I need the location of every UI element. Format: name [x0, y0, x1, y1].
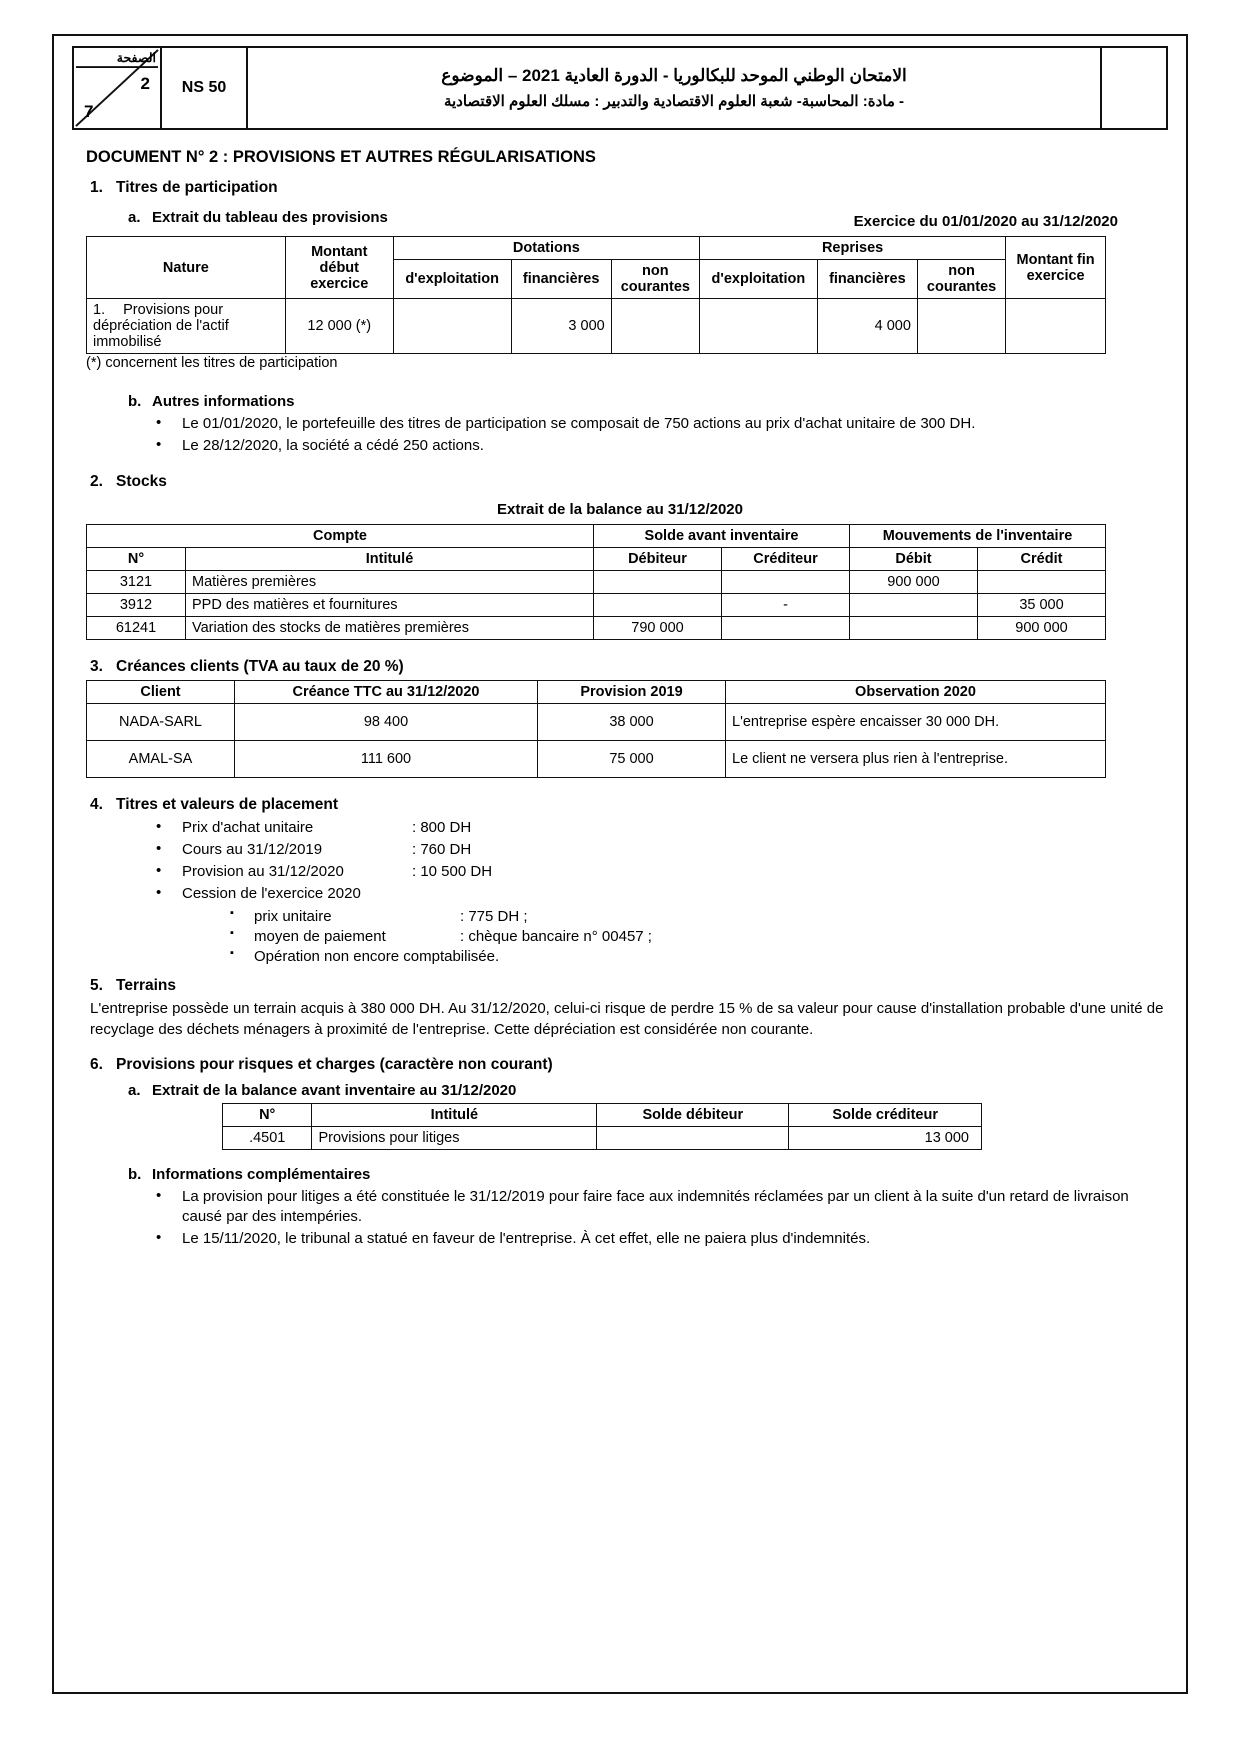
page-number-box — [74, 48, 162, 128]
section-6b-list — [72, 1187, 1168, 1250]
cell-solde-crediteur: 13 000 — [789, 1126, 982, 1149]
cell-creance: 98 400 — [235, 703, 538, 740]
kv-row — [182, 818, 1168, 838]
list-item — [156, 818, 1168, 838]
section-1b-list — [72, 414, 1168, 457]
th-solde-crediteur: Solde créditeur — [789, 1103, 982, 1126]
provisions-table — [86, 236, 1106, 354]
th-client: Client — [87, 680, 235, 703]
cell-intitule: PPD des matières et fournitures — [186, 593, 594, 616]
section-1b-heading — [128, 393, 1168, 410]
section-6a-title: Extrait de la balance avant inventaire au 31/12/2020 — [152, 1081, 517, 1099]
exam-title-line2: - مادة: المحاسبة- شعبة العلوم الاقتصادية والتدبير : مسلك العلوم الاقتصادية — [443, 93, 905, 110]
section-1-number: 1. — [90, 179, 103, 196]
cell-montant-debut: 12 000 (*) — [285, 299, 393, 354]
table-row — [87, 616, 1106, 639]
cell-numero: .4501 — [223, 1126, 312, 1149]
subitem-value: : chèque bancaire n° 00457 ; — [460, 927, 652, 945]
page-header — [72, 46, 1168, 130]
cell-numero: 3912 — [87, 593, 186, 616]
creances-clients-table — [86, 680, 1106, 778]
section-6a-number: a. — [128, 1081, 141, 1099]
table-header-row — [87, 524, 1106, 547]
cell-montant-fin — [1006, 299, 1106, 354]
table-row — [87, 703, 1106, 740]
cell-observation: L'entreprise espère encaisser 30 000 DH. — [726, 703, 1106, 740]
cell-dot-financieres: 3 000 — [511, 299, 611, 354]
table-header-row — [223, 1103, 982, 1126]
header-spacer — [1102, 48, 1166, 128]
section-2-heading — [90, 473, 1168, 491]
exam-page — [52, 34, 1188, 1694]
cell-debit — [850, 593, 978, 616]
row-nature-text: Provisions pour dépréciation de l'actif immobilisé — [93, 302, 229, 350]
table-row — [87, 299, 1106, 354]
cell-credit — [978, 570, 1106, 593]
th-debiteur: Débiteur — [594, 547, 722, 570]
cell-observation: Le client ne versera plus rien à l'entreprise. — [726, 740, 1106, 777]
cell-creance: 111 600 — [235, 740, 538, 777]
table-header-row — [87, 237, 1106, 260]
th-reprises: Reprises — [699, 237, 1005, 260]
kv-row — [182, 862, 1168, 882]
th-montant-fin: Montant fin exercice — [1006, 237, 1106, 299]
cell-dot-exploitation — [393, 299, 511, 354]
cell-numero: 61241 — [87, 616, 186, 639]
subitem-label: ▪ prix unitaire — [254, 907, 332, 925]
section-1a-number: a. — [128, 209, 141, 226]
section-4-number: 4. — [90, 795, 103, 813]
section-1a-row — [72, 201, 1168, 230]
item-label: • Cours au 31/12/2019 — [182, 840, 323, 858]
item-label: • Prix d'achat unitaire — [182, 818, 314, 836]
section-4-list — [72, 818, 1168, 968]
section-5-number: 5. — [90, 977, 103, 995]
balance-extract-subtitle: Extrait de la balance au 31/12/2020 — [497, 500, 743, 518]
th-nature: Nature — [87, 237, 286, 299]
cell-rep-exploitation — [699, 299, 817, 354]
section-6b-number: b. — [128, 1165, 142, 1183]
section-6-number: 6. — [90, 1055, 103, 1073]
th-provision-2019: Provision 2019 — [538, 680, 726, 703]
cell-provision: 38 000 — [538, 703, 726, 740]
list-item — [230, 927, 1168, 947]
cell-intitule: Provisions pour litiges — [312, 1126, 597, 1149]
list-item: • Le 01/01/2020, le portefeuille des titres de participation se composait de 750 actions au prix d'achat unitaire de 300 DH. — [156, 414, 1168, 434]
th-dot-financieres: financières — [511, 260, 611, 299]
cell-debit: 900 000 — [850, 570, 978, 593]
th-solde-debiteur: Solde débiteur — [597, 1103, 789, 1126]
th-crediteur: Créditeur — [722, 547, 850, 570]
kv-row — [182, 840, 1168, 860]
list-item — [230, 907, 1168, 927]
cell-rep-financieres: 4 000 — [817, 299, 917, 354]
cell-debiteur: 790 000 — [594, 616, 722, 639]
th-dot-non-courantes: non courantes — [611, 260, 699, 299]
item-value: : 800 DH — [412, 818, 472, 836]
section-5-heading — [90, 977, 1168, 995]
section-6b-heading — [128, 1166, 1168, 1183]
list-item: • La provision pour litiges a été constituée le 31/12/2019 pour faire face aux indemnités réclamées par un client à la suite d'un retard de livraison causé par des intempéries. — [156, 1187, 1168, 1228]
subitem-label: ▪ moyen de paiement — [254, 927, 386, 945]
kv-row — [254, 927, 1168, 947]
item-label: Cession de l'exercice 2020 — [182, 885, 361, 903]
th-numero: N° — [223, 1103, 312, 1126]
section-1b-title: Autres informations — [152, 393, 295, 410]
risques-balance-table — [222, 1103, 982, 1150]
page-label: الصفحة — [116, 51, 156, 65]
list-item — [156, 840, 1168, 860]
document-title: DOCUMENT N° 2 : PROVISIONS ET AUTRES RÉGULARISATIONS — [86, 148, 596, 166]
page-number-top: 2 — [140, 74, 150, 93]
th-dot-exploitation: d'exploitation — [393, 260, 511, 299]
section-2-number: 2. — [90, 472, 103, 490]
table-row — [87, 570, 1106, 593]
list-item: ▪ Opération non encore comptabilisée. — [230, 947, 1168, 967]
cell-debiteur — [594, 593, 722, 616]
cell-client: NADA-SARL — [87, 703, 235, 740]
cell-solde-debiteur — [597, 1126, 789, 1149]
th-montant-debut: Montant début exercice — [285, 237, 393, 299]
cell-dot-non-courantes — [611, 299, 699, 354]
provisions-table-note: (*) concernent les titres de participation — [86, 355, 338, 371]
th-credit: Crédit — [978, 547, 1106, 570]
table-header-row — [87, 680, 1106, 703]
section-2-title: Stocks — [116, 472, 167, 490]
th-rep-non-courantes: non courantes — [917, 260, 1005, 299]
kv-row — [254, 907, 1168, 927]
cell-credit: 35 000 — [978, 593, 1106, 616]
th-debit: Débit — [850, 547, 978, 570]
th-intitule: Intitulé — [186, 547, 594, 570]
section-1-heading — [90, 179, 1168, 197]
section-4-title: Titres et valeurs de placement — [116, 795, 338, 813]
cell-nature — [87, 299, 286, 354]
th-mouvements: Mouvements de l'inventaire — [850, 524, 1106, 547]
section-1b-number: b. — [128, 393, 142, 410]
section-5-title: Terrains — [116, 977, 177, 995]
table-row — [87, 593, 1106, 616]
exam-code: NS 50 — [162, 48, 248, 128]
subitem-value: : 775 DH ; — [460, 907, 528, 925]
item-label: • Provision au 31/12/2020 — [182, 863, 344, 880]
cell-intitule: Matières premières — [186, 570, 594, 593]
th-rep-financieres: financières — [817, 260, 917, 299]
section-4-sublist — [182, 907, 1168, 968]
th-rep-exploitation: d'exploitation — [699, 260, 817, 299]
section-1-title: Titres de participation — [116, 179, 278, 196]
cell-crediteur — [722, 570, 850, 593]
th-compte: Compte — [87, 524, 594, 547]
item-value: : 10 500 DH — [412, 863, 493, 880]
cell-credit: 900 000 — [978, 616, 1106, 639]
th-observation-2020: Observation 2020 — [726, 680, 1106, 703]
table-subheader-row — [87, 547, 1106, 570]
section-1a-heading — [128, 209, 388, 226]
exam-title-line1: الامتحان الوطني الموحد للبكالوريا - الدورة العادية 2021 – الموضوع — [441, 66, 907, 85]
section-3-number: 3. — [90, 657, 103, 675]
list-item: • Le 28/12/2020, la société a cédé 250 actions. — [156, 436, 1168, 456]
list-item — [156, 884, 1168, 967]
section-5-paragraph: L'entreprise possède un terrain acquis à 380 000 DH. Au 31/12/2020, celui-ci risque de perdre 15 % de sa valeur pour cause d'installation probable d'une unité de recyclage des déchets ménagers à proximité de l'entreprise. Cette dépréciation est considérée non courante. — [90, 1000, 1164, 1038]
item-value: : 760 DH — [412, 840, 472, 858]
th-creance-ttc: Créance TTC au 31/12/2020 — [235, 680, 538, 703]
section-1a-title: Extrait du tableau des provisions — [152, 209, 388, 226]
section-6-title: Provisions pour risques et charges (caractère non courant) — [116, 1055, 553, 1073]
th-solde-avant: Solde avant inventaire — [594, 524, 850, 547]
section-6a-heading — [128, 1082, 1168, 1099]
row-number: 1. — [93, 302, 106, 318]
cell-intitule: Variation des stocks de matières premières — [186, 616, 594, 639]
cell-debit — [850, 616, 978, 639]
list-item — [156, 862, 1168, 882]
cell-provision: 75 000 — [538, 740, 726, 777]
cell-debiteur — [594, 570, 722, 593]
cell-client: AMAL-SA — [87, 740, 235, 777]
th-numero: N° — [87, 547, 186, 570]
section-6b-title: Informations complémentaires — [152, 1165, 371, 1183]
cell-numero: 3121 — [87, 570, 186, 593]
list-item: • Le 15/11/2020, le tribunal a statué en faveur de l'entreprise. À cet effet, elle ne paiera plus d'indemnités. — [156, 1229, 1168, 1249]
cell-rep-non-courantes — [917, 299, 1005, 354]
section-3-heading — [90, 658, 1168, 676]
th-intitule: Intitulé — [312, 1103, 597, 1126]
section-6-heading — [90, 1056, 1168, 1074]
page-number-bottom: 7 — [84, 102, 94, 121]
cell-crediteur: - — [722, 593, 850, 616]
th-dotations: Dotations — [393, 237, 699, 260]
cell-crediteur — [722, 616, 850, 639]
table-row — [87, 740, 1106, 777]
stocks-balance-table — [86, 524, 1106, 640]
table-row — [223, 1126, 982, 1149]
exam-title-block — [248, 48, 1102, 128]
section-3-title: Créances clients (TVA au taux de 20 %) — [116, 657, 404, 675]
section-4-heading — [90, 796, 1168, 814]
exercice-period: Exercice du 01/01/2020 au 31/12/2020 — [853, 213, 1118, 230]
